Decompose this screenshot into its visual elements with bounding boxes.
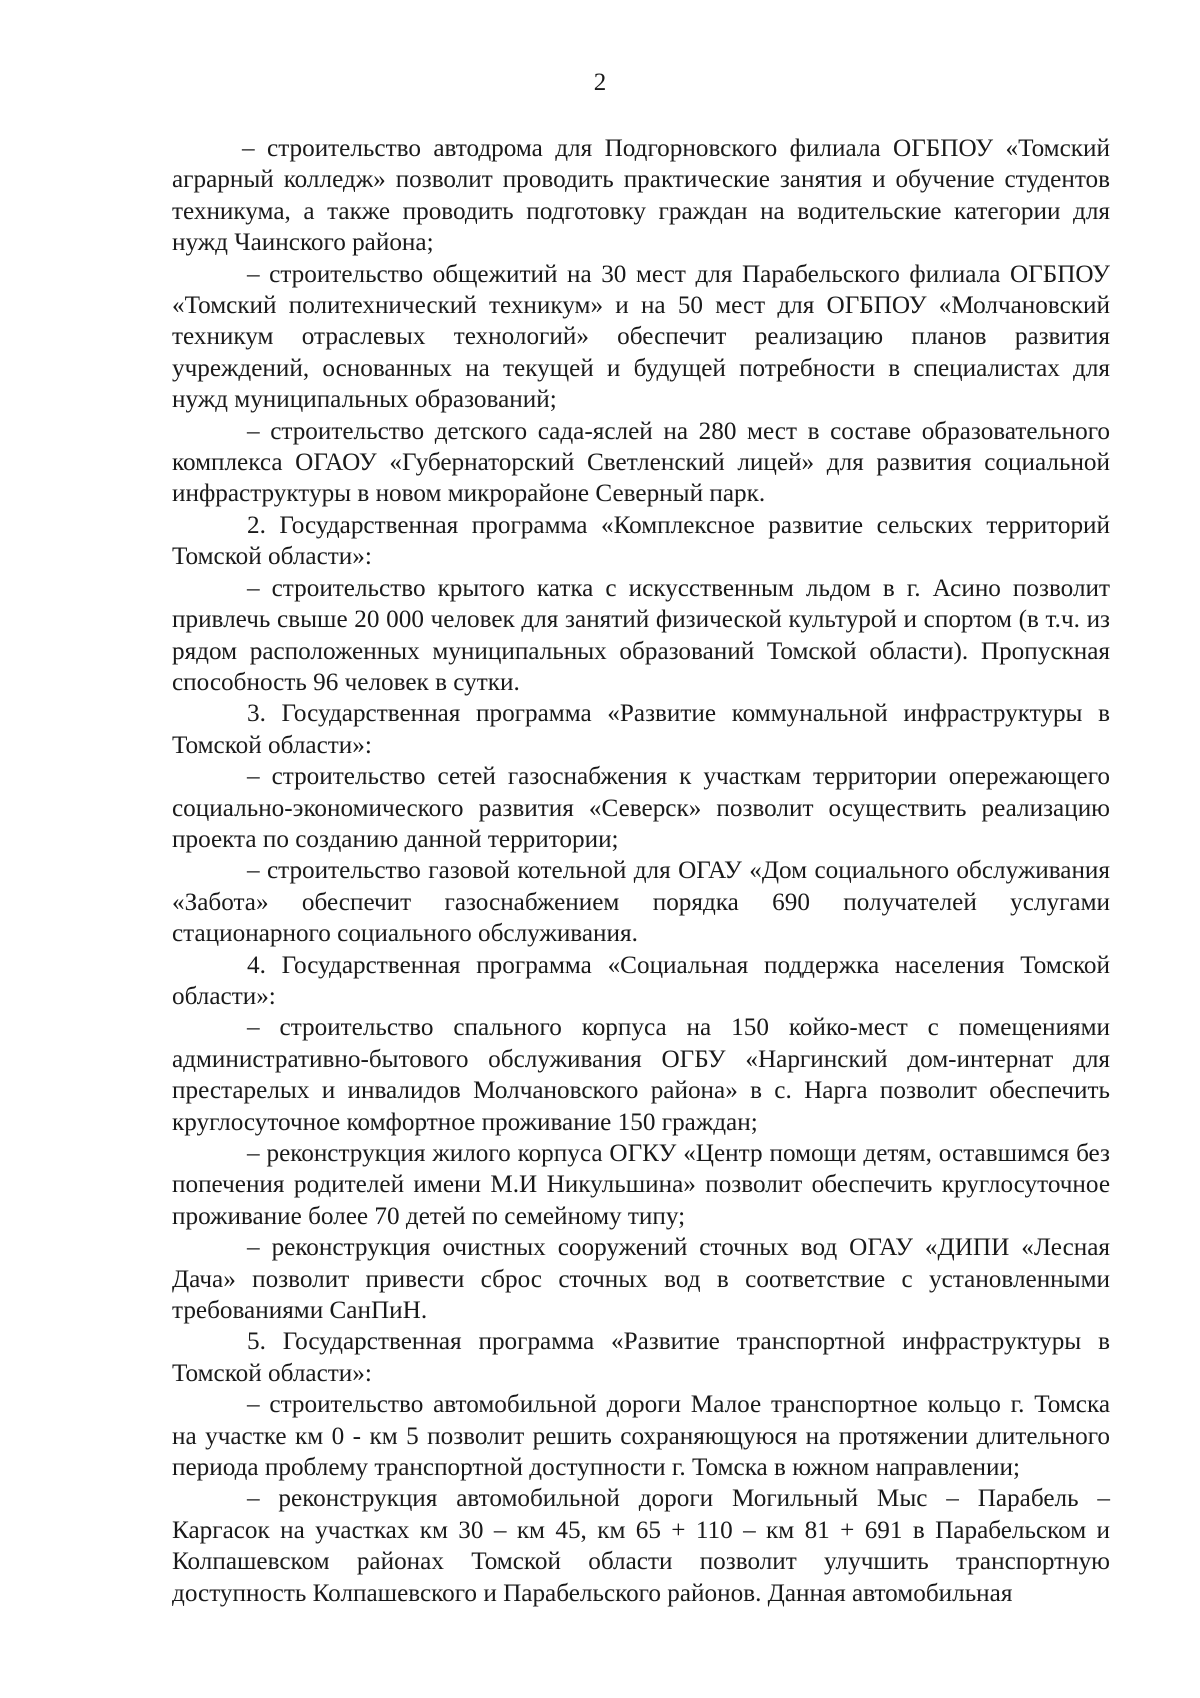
paragraph-road-reconstruction: – реконструкция автомобильной дороги Могильный Мыс – Парабель – Каргасок на участках км 30 – км 45, км 65 + 110 – км 81 + 691 в Парабельском и Колпашевском районах Томской области позволит улучшить транспортную доступность Колпашевского и Парабельского районов. Данная автомобильная: [172, 1485, 1110, 1607]
paragraph-autodrome: – строительство автодрома для Подгорновского филиала ОГБПОУ «Томский аграрный колледж» позволит проводить практические занятия и обучение студентов техникума, а также проводить подготовку граждан на водительские категории для нужд Чаинского района;: [172, 135, 1110, 257]
paragraph-residential-reconstruction: – реконструкция жилого корпуса ОГКУ «Центр помощи детям, оставшимся без попечения родителей имени М.И Никульшина» позволит обеспечить круглосуточное проживание более 70 детей по семейному типу;: [172, 1140, 1110, 1230]
paragraph-dormitories: – строительство общежитий на 30 мест для Парабельского филиала ОГБПОУ «Томский политехнический техникум» и на 50 мест для ОГБПОУ «Молчановский техникум отраслевых технологий» обеспечит реализацию планов развития учреждений, основанных на текущей и будущей потребности в специалистах для нужд муниципальных образований;: [172, 260, 1110, 414]
paragraph-gas-networks: – строительство сетей газоснабжения к участкам территории опережающего социально-экономического развития «Северск» позволит осуществить реализацию проекта по созданию данной территории;: [172, 763, 1110, 853]
paragraph-program-2-heading: 2. Государственная программа «Комплексное развитие сельских территорий Томской области»:: [172, 511, 1110, 571]
paragraph-transport-ring: – строительство автомобильной дороги Малое транспортное кольцо г. Томска на участке км 0 - км 5 позволит решить сохраняющуюся на протяжении длительного периода проблему транспортной доступности г. Томска в южном направлении;: [172, 1391, 1110, 1482]
paragraph-treatment-facilities: – реконструкция очистных сооружений сточных вод ОГАУ «ДИПИ «Лесная Дача» позволит привести сброс сточных вод в соответствие с установленными требованиями СанПиН.: [172, 1234, 1110, 1325]
paragraph-program-3-heading: 3. Государственная программа «Развитие коммунальной инфраструктуры в Томской области»:: [172, 700, 1110, 759]
paragraph-sleeping-building: – строительство спального корпуса на 150 койко-мест с помещениями административно-бытового обслуживания ОГБУ «Наргинский дом-интернат для престарелых и инвалидов Молчановского района» в с. Нарга позволит обеспечить круглосуточное комфортное проживание 150 граждан;: [172, 1014, 1110, 1136]
document-body: [172, 133, 1110, 1609]
paragraph-program-5-heading: 5. Государственная программа «Развитие транспортной инфраструктуры в Томской области»:: [172, 1328, 1110, 1387]
paragraph-program-4-heading: 4. Государственная программа «Социальная поддержка населения Томской области»:: [172, 951, 1110, 1010]
page-number: 2: [593, 69, 607, 96]
paragraph-kindergarten: – строительство детского сада-яслей на 280 мест в составе образовательного комплекса ОГАОУ «Губернаторский Светленский лицей» для развития социальной инфраструктуры в новом микрорайоне Северный парк.: [172, 417, 1110, 508]
paragraph-ice-rink: – строительство крытого катка с искусственным льдом в г. Асино позволит привлечь свыше 20 000 человек для занятий физической культурой и спортом (в т.ч. из рядом расположенных муниципальных образований Томской области). Пропускная способность 96 человек в сутки.: [172, 574, 1110, 696]
paragraph-gas-boiler: – строительство газовой котельной для ОГАУ «Дом социального обслуживания «Забота» обеспечит газоснабжением порядка 690 получателей услугами стационарного социального обслуживания.: [172, 857, 1110, 948]
